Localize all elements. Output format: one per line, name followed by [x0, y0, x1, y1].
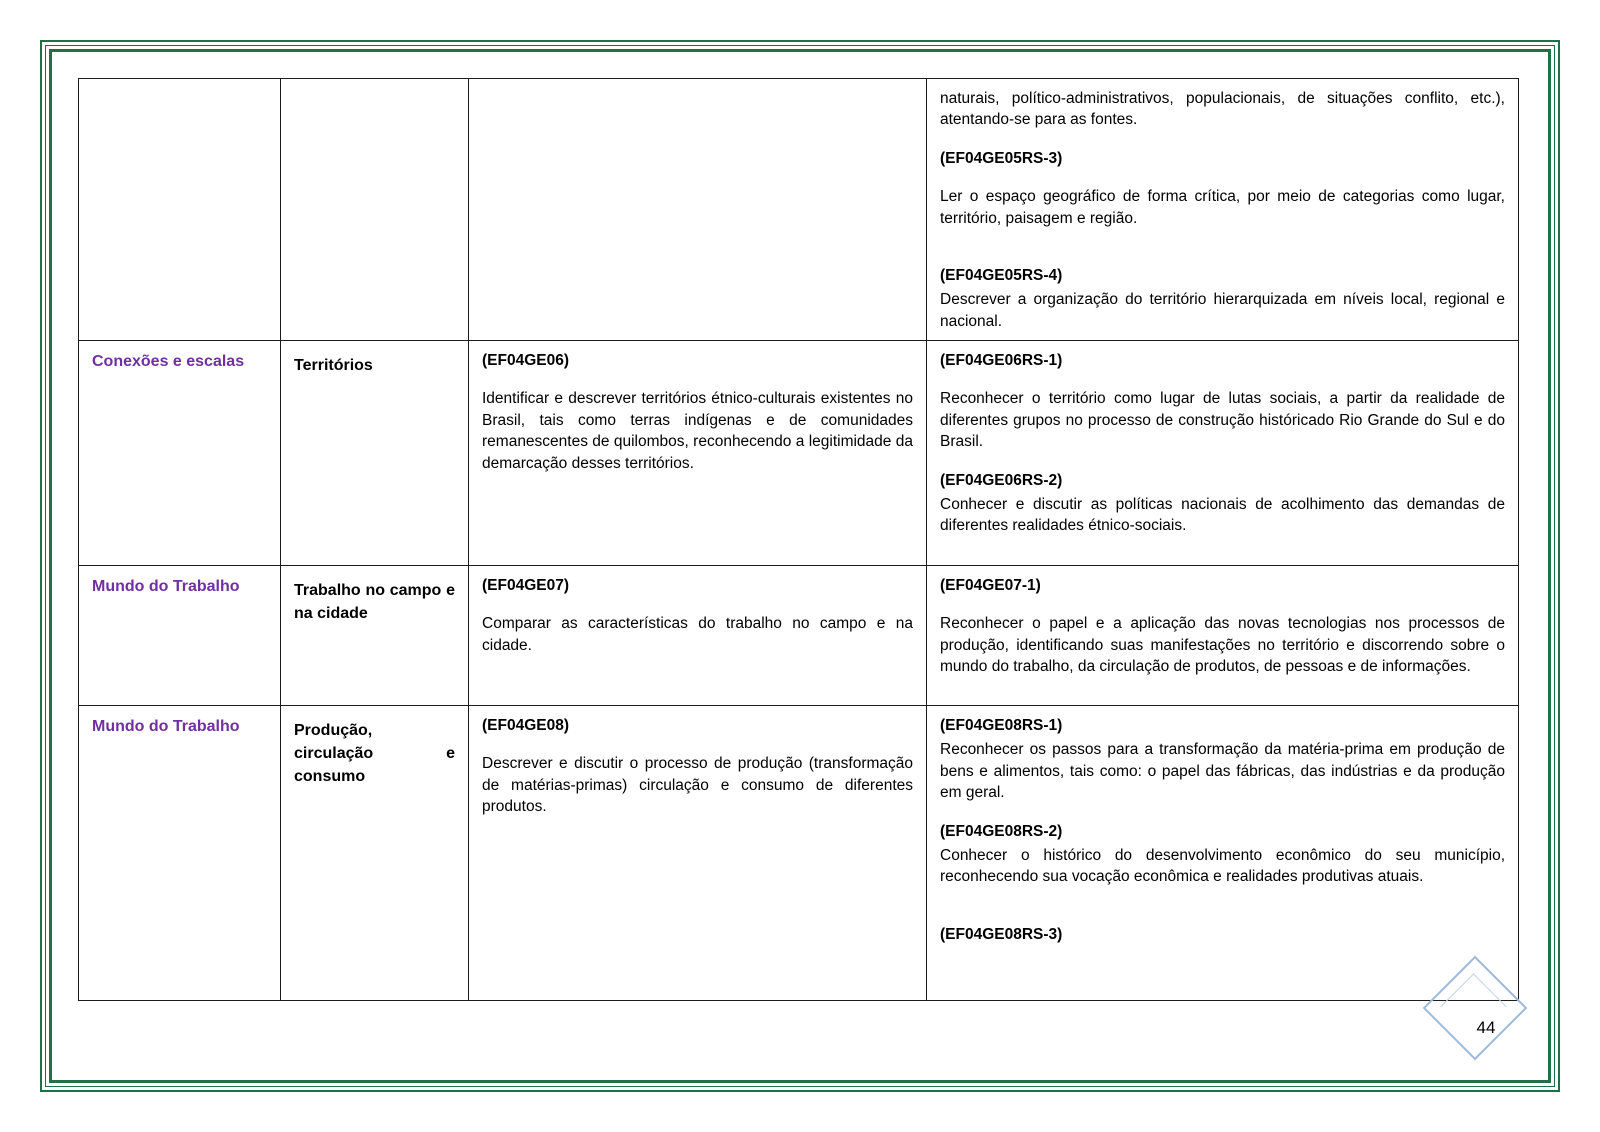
skill-code: (EF04GE08)	[482, 717, 570, 734]
skill-code: (EF04GE08RS-3)	[940, 925, 1063, 943]
cell-knowledge-object	[281, 79, 469, 341]
cell-rs-skills	[927, 706, 1519, 1001]
skill-code: (EF04GE08RS-1)	[940, 717, 1063, 734]
skill-text: naturais, político-administrativos, populacionais, de situações conflito, etc.), atentando-se para as fontes.	[940, 90, 1505, 129]
cell-thematic-unit	[79, 706, 281, 1001]
cell-rs-skills	[927, 341, 1519, 566]
cell-thematic-unit	[79, 566, 281, 706]
knowledge-object-label: Produção, circulação e consumo	[294, 722, 455, 786]
skill-text: Ler o espaço geográfico de forma crítica, por meio de categorias como lugar, território, paisagem e região.	[940, 188, 1505, 227]
skill-text: Descrever e discutir o processo de produção (transformação de matérias-primas) circulação e consumo de diferentes produtos.	[482, 755, 913, 816]
table-row	[79, 79, 1519, 341]
skill-code: (EF04GE05RS-3)	[940, 149, 1063, 167]
table-row	[79, 706, 1519, 1001]
skill-code: (EF04GE06RS-1)	[940, 352, 1063, 369]
cell-knowledge-object	[281, 341, 469, 566]
middle-green-frame	[45, 45, 1555, 1087]
table-row	[79, 341, 1519, 566]
cell-rs-skills	[927, 566, 1519, 706]
skill-code: (EF04GE07)	[482, 577, 570, 594]
skill-text: Reconhecer os passos para a transformação da matéria-prima em produção de bens e alimentos, tais como: o papel das fábricas, das indústrias e da produção em geral.	[940, 741, 1505, 802]
knowledge-object-label: Trabalho no campo e na cidade	[294, 582, 455, 623]
skill-code: (EF04GE08RS-2)	[940, 822, 1063, 840]
cell-bncc-skills	[469, 706, 927, 1001]
knowledge-object-label: Territórios	[294, 357, 373, 374]
curriculum-table-body	[79, 79, 1519, 1001]
skill-text: Conhecer e discutir as políticas nacionais de acolhimento das demandas de diferentes realidades étnico-sociais.	[940, 495, 1505, 535]
skill-code: (EF04GE07-1)	[940, 577, 1041, 594]
cell-knowledge-object	[281, 566, 469, 706]
cell-bncc-skills	[469, 341, 927, 566]
thematic-unit-label: Mundo do Trabalho	[92, 578, 240, 595]
cell-bncc-skills	[469, 566, 927, 706]
page-number: 44	[1476, 1018, 1496, 1037]
skill-text: Comparar as características do trabalho no campo e na cidade.	[482, 615, 913, 654]
inner-green-frame	[49, 49, 1551, 1083]
thematic-unit-label: Conexões e escalas	[92, 353, 245, 370]
table-container	[78, 78, 1519, 1001]
table-row	[79, 566, 1519, 706]
cell-knowledge-object	[281, 706, 469, 1001]
cell-bncc-skills	[469, 79, 927, 341]
skill-code: (EF04GE05RS-4)	[940, 266, 1063, 284]
skill-text: Conhecer o histórico do desenvolvimento econômico do seu município, reconhecendo sua vocação econômica e realidades produtivas atuais.	[940, 846, 1505, 886]
cell-thematic-unit	[79, 79, 281, 341]
skill-text: Descrever a organização do território hierarquizada em níveis local, regional e nacional.	[940, 291, 1505, 330]
curriculum-table	[78, 78, 1519, 1001]
cell-thematic-unit	[79, 341, 281, 566]
skill-code: (EF04GE06)	[482, 352, 570, 369]
thematic-unit-label: Mundo do Trabalho	[92, 718, 240, 735]
skill-code: (EF04GE06RS-2)	[940, 471, 1063, 489]
skill-text: Identificar e descrever territórios étnico-culturais existentes no Brasil, tais como terras indígenas e de comunidades remanescentes de quilombos, reconhecendo a legitimidade da demarcação desses territórios.	[482, 390, 913, 472]
cell-rs-skills	[927, 79, 1519, 341]
skill-text: Reconhecer o território como lugar de lutas sociais, a partir da realidade de diferentes grupos no processo de construção históricado Rio Grande do Sul e do Brasil.	[940, 390, 1505, 451]
skill-text: Reconhecer o papel e a aplicação das novas tecnologias nos processos de produção, identificando suas manifestações no território e discorrendo sobre o mundo do trabalho, da circulação de produtos, de pessoas e de informações.	[940, 615, 1505, 676]
outer-green-frame	[40, 40, 1560, 1092]
